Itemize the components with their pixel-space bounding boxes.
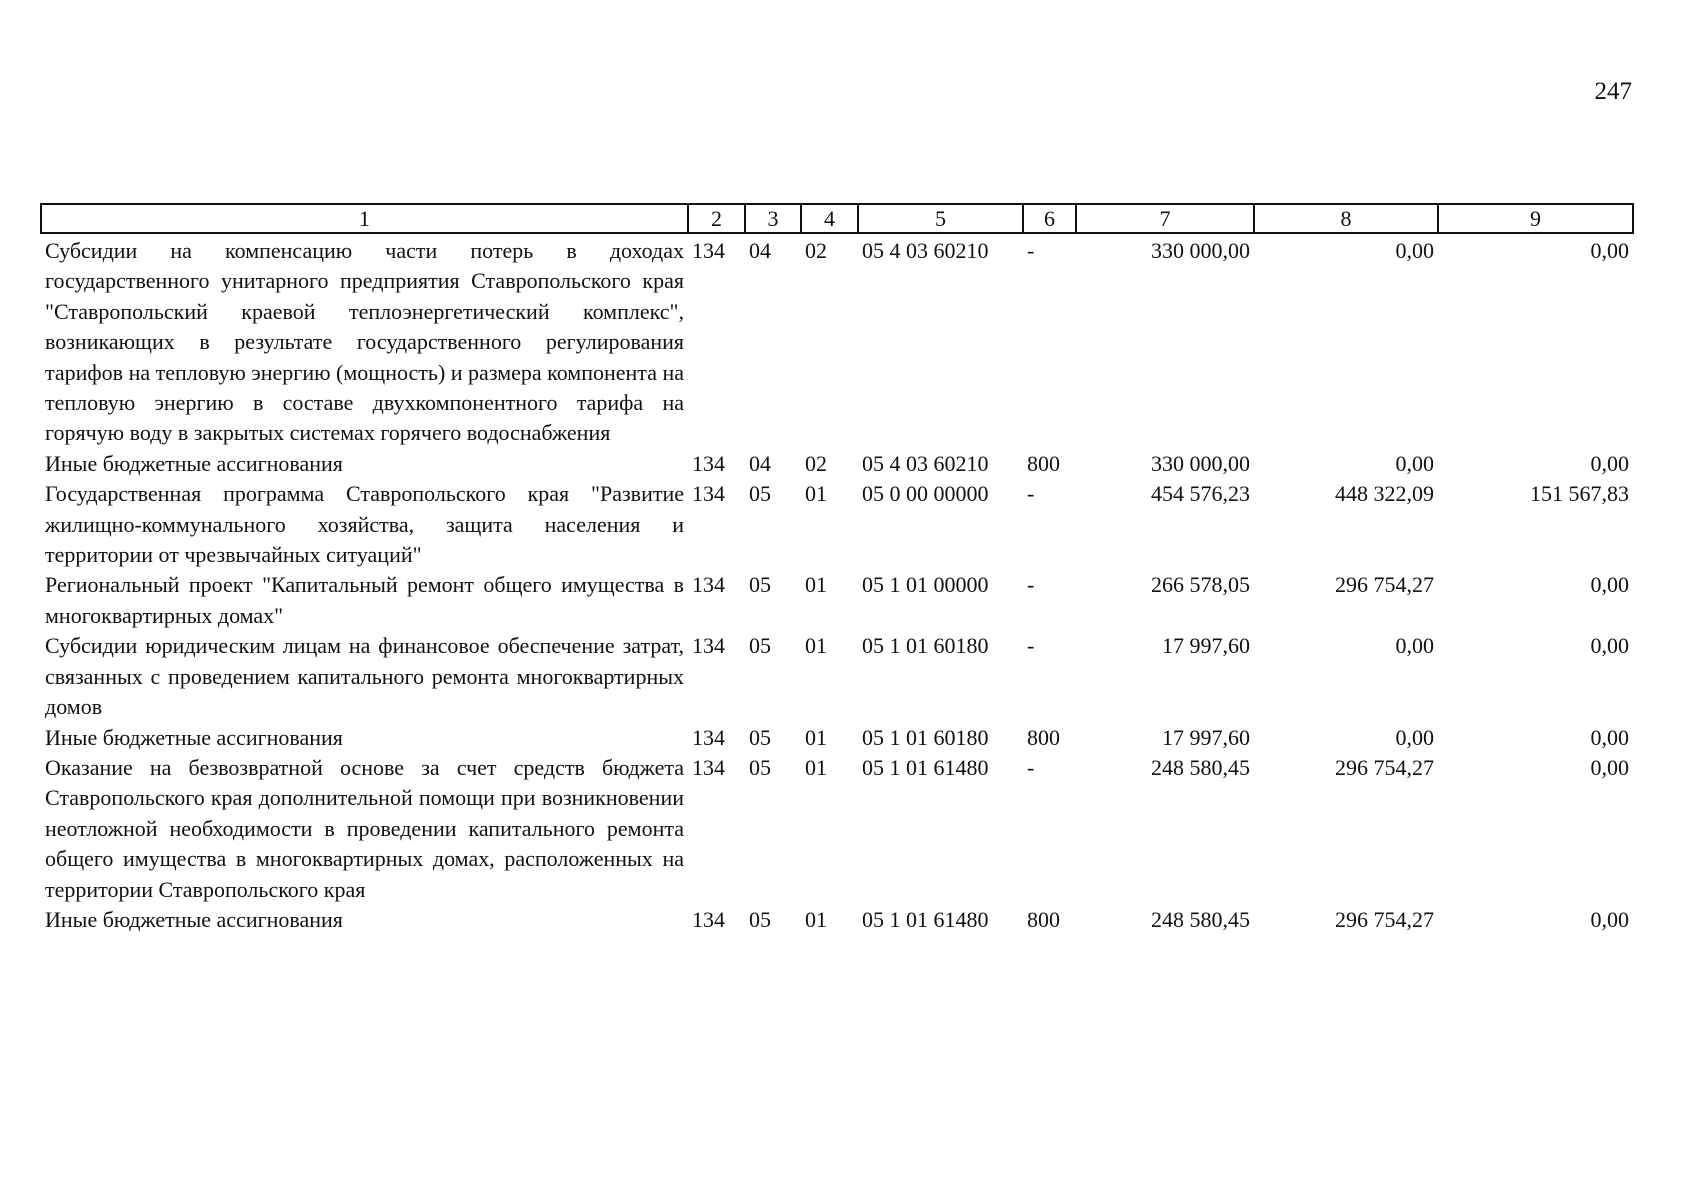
cell-expense-type: - — [1027, 754, 1035, 780]
cell-ministry: 134 — [692, 754, 725, 780]
cell-amount-9: 0,00 — [1590, 450, 1629, 476]
cell-subsection: 01 — [805, 481, 827, 507]
column-header-7: 7 — [1076, 204, 1254, 233]
cell-section: 05 — [749, 724, 771, 750]
cell-amount-9: 0,00 — [1590, 754, 1629, 780]
cell-subsection: 01 — [805, 572, 827, 598]
column-header-2: 2 — [688, 204, 745, 233]
cell-expense-type: - — [1027, 572, 1035, 598]
cell-amount-7: 330 000,00 — [1151, 238, 1250, 263]
table-row — [41, 723, 1633, 753]
column-header-9: 9 — [1438, 204, 1633, 233]
cell-section: 05 — [749, 633, 771, 659]
cell-target-code: 05 1 01 60180 — [862, 724, 989, 750]
row-name: Иные бюджетные ассигнования — [45, 906, 343, 932]
cell-ministry: 134 — [692, 481, 725, 507]
row-name: Иные бюджетные ассигнования — [45, 724, 343, 750]
cell-subsection: 02 — [805, 238, 827, 263]
cell-amount-7: 330 000,00 — [1151, 450, 1250, 476]
cell-amount-9: 0,00 — [1590, 238, 1629, 263]
cell-amount-8: 296 754,27 — [1335, 572, 1434, 598]
cell-expense-type: - — [1027, 238, 1035, 263]
cell-amount-8: 0,00 — [1395, 450, 1434, 476]
budget-table — [40, 203, 1634, 935]
cell-ministry: 134 — [692, 906, 725, 932]
cell-amount-8: 296 754,27 — [1335, 906, 1434, 932]
cell-amount-8: 296 754,27 — [1335, 754, 1434, 780]
table-row — [41, 570, 1633, 631]
cell-section: 05 — [749, 481, 771, 507]
cell-section: 05 — [749, 906, 771, 932]
cell-amount-9: 0,00 — [1590, 724, 1629, 750]
column-header-5: 5 — [858, 204, 1023, 233]
cell-amount-9: 151 567,83 — [1530, 481, 1629, 507]
cell-amount-8: 0,00 — [1395, 633, 1434, 659]
cell-ministry: 134 — [692, 572, 725, 598]
cell-amount-7: 248 580,45 — [1151, 754, 1250, 780]
cell-target-code: 05 1 01 60180 — [862, 633, 989, 659]
table-header — [41, 204, 1633, 233]
cell-subsection: 01 — [805, 724, 827, 750]
row-name: Региональный проект "Капитальный ремонт общего имущества в многоквартирных домах" — [45, 572, 684, 628]
cell-amount-8: 448 322,09 — [1335, 481, 1434, 507]
cell-amount-7: 454 576,23 — [1151, 481, 1250, 507]
cell-subsection: 01 — [805, 906, 827, 932]
cell-ministry: 134 — [692, 633, 725, 659]
cell-section: 05 — [749, 754, 771, 780]
page-number: 247 — [1594, 78, 1632, 105]
column-header-6: 6 — [1023, 204, 1076, 233]
table-row — [41, 233, 1633, 449]
column-header-4: 4 — [801, 204, 858, 233]
cell-amount-9: 0,00 — [1590, 633, 1629, 659]
cell-amount-7: 266 578,05 — [1151, 572, 1250, 598]
cell-target-code: 05 1 01 61480 — [862, 754, 989, 780]
cell-amount-8: 0,00 — [1395, 238, 1434, 263]
cell-amount-7: 17 997,60 — [1162, 633, 1250, 659]
cell-section: 05 — [749, 572, 771, 598]
row-name: Оказание на безвозвратной основе за счет средств бюджета Ставропольского края дополнительной помощи при возникновении неотложной необходимости в проведении капитального ремонта общего имущества в многоквартирных домах, расположенных на территории Ставропольского края — [45, 754, 684, 902]
cell-amount-7: 248 580,45 — [1151, 906, 1250, 932]
header-row — [41, 204, 1633, 233]
cell-expense-type: 800 — [1027, 450, 1060, 476]
cell-target-code: 05 0 00 00000 — [862, 481, 989, 507]
cell-ministry: 134 — [692, 450, 725, 476]
column-header-3: 3 — [745, 204, 801, 233]
cell-target-code: 05 1 01 00000 — [862, 572, 989, 598]
table-row — [41, 449, 1633, 479]
table-row — [41, 905, 1633, 935]
row-name: Государственная программа Ставропольского края "Развитие жилищно-коммунального хозяйства, защита населения и территории от чрезвычайных ситуаций" — [45, 481, 684, 568]
cell-subsection: 01 — [805, 754, 827, 780]
cell-subsection: 01 — [805, 633, 827, 659]
cell-expense-type: 800 — [1027, 906, 1060, 932]
cell-expense-type: - — [1027, 633, 1035, 659]
row-name: Субсидии на компенсацию части потерь в доходах государственного унитарного предприятия Ставропольского края "Ставропольский краевой теплоэнергетический комплекс", возникающих в результате государственного регулирования тарифов на тепловую энергию (мощность) и размера компонента на тепловую энергию в составе двухкомпонентного тарифа на горячую воду в закрытых системах горячего водоснабжения — [45, 238, 684, 446]
cell-amount-9: 0,00 — [1590, 572, 1629, 598]
cell-ministry: 134 — [692, 238, 725, 263]
cell-amount-9: 0,00 — [1590, 906, 1629, 932]
cell-ministry: 134 — [692, 724, 725, 750]
table-body — [41, 233, 1633, 935]
cell-subsection: 02 — [805, 450, 827, 476]
row-name: Иные бюджетные ассигнования — [45, 450, 343, 476]
cell-target-code: 05 4 03 60210 — [862, 238, 989, 263]
cell-amount-8: 0,00 — [1395, 724, 1434, 750]
column-header-1: 1 — [41, 204, 688, 233]
cell-section: 04 — [749, 238, 771, 263]
cell-amount-7: 17 997,60 — [1162, 724, 1250, 750]
table-row — [41, 753, 1633, 905]
cell-section: 04 — [749, 450, 771, 476]
column-header-8: 8 — [1254, 204, 1438, 233]
cell-expense-type: - — [1027, 481, 1035, 507]
cell-expense-type: 800 — [1027, 724, 1060, 750]
cell-target-code: 05 4 03 60210 — [862, 450, 989, 476]
table-row — [41, 631, 1633, 722]
table-row — [41, 479, 1633, 570]
cell-target-code: 05 1 01 61480 — [862, 906, 989, 932]
row-name: Субсидии юридическим лицам на финансовое обеспечение затрат, связанных с проведением капитального ремонта многоквартирных домов — [45, 633, 684, 720]
